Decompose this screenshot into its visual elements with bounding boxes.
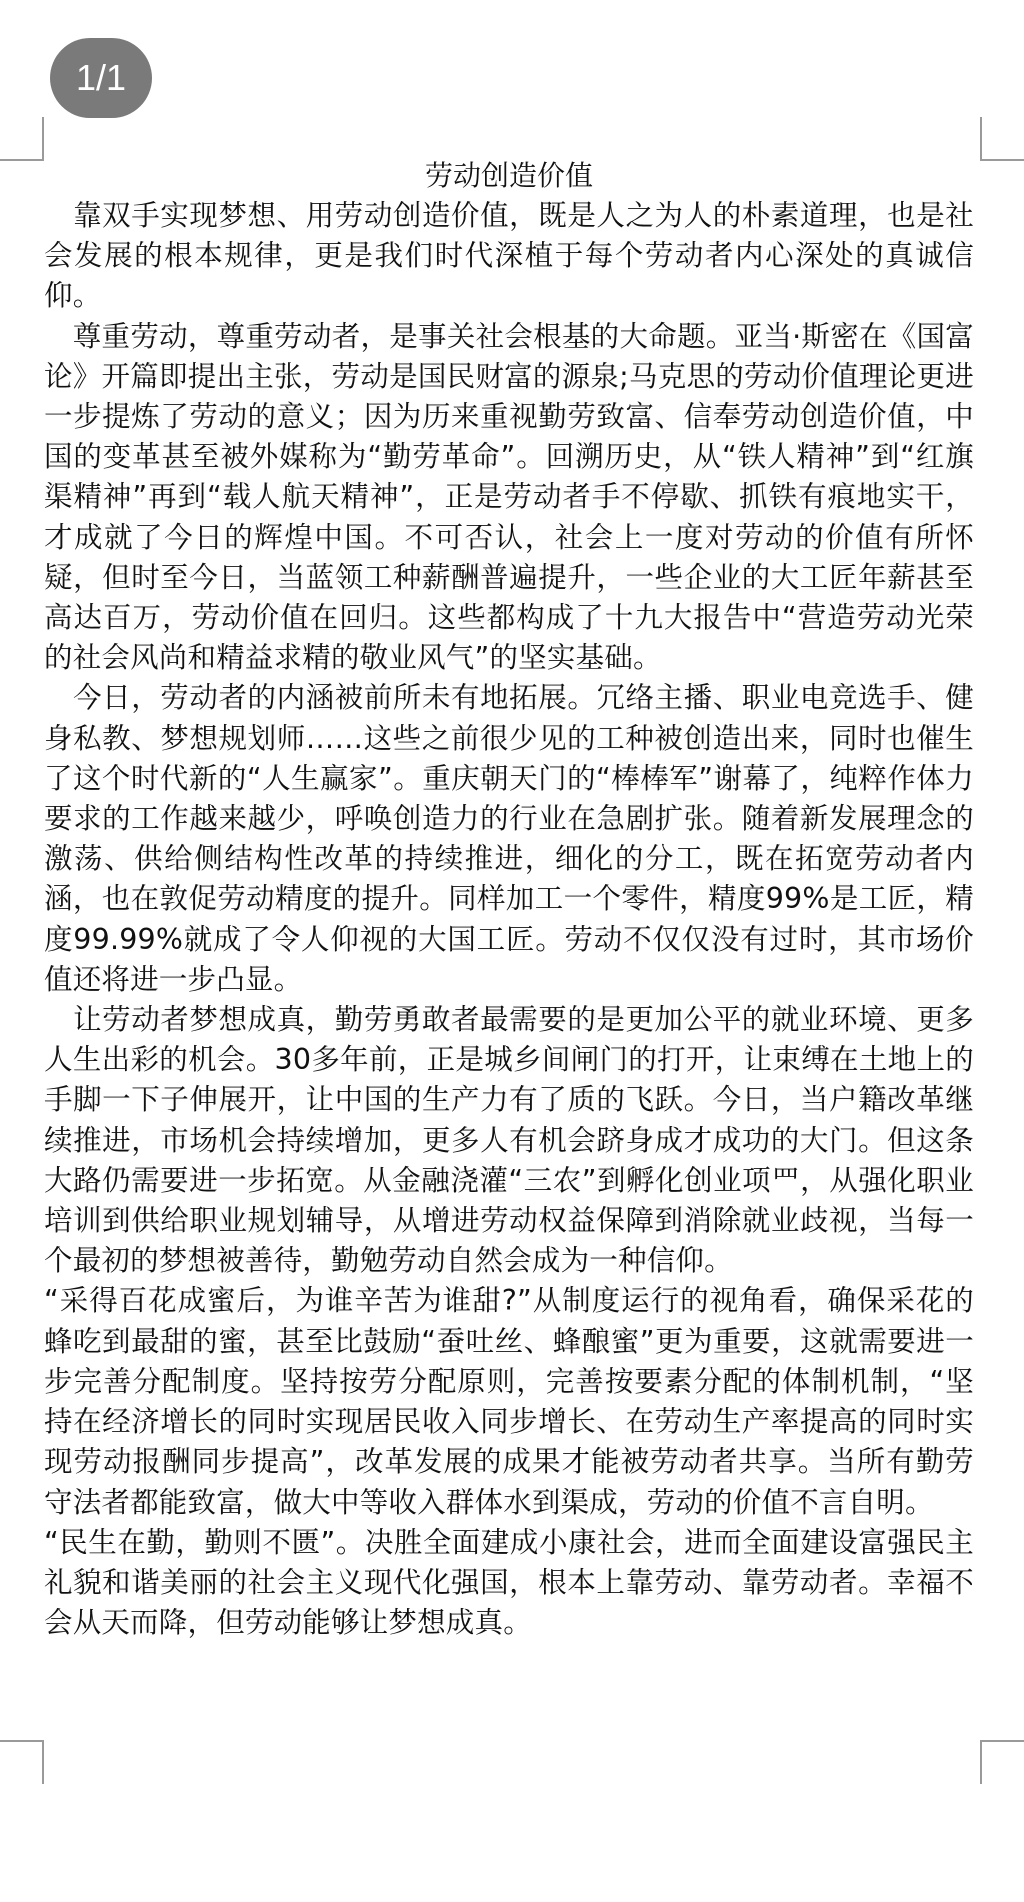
document-body bbox=[44, 156, 974, 1643]
document-title: 劳动创造价值 bbox=[424, 159, 593, 192]
paragraph-1: 靠双手实现梦想、用劳动创造价值，既是人之为人的朴素道理，也是社会发展的根本规律，更是我们时代深植于每个劳动者内心深处的真诚信仰。 bbox=[44, 199, 974, 313]
paragraph-6: “民生在勤，勤则不匮”。决胜全面建成小康社会，进而全面建设富强民主礼貌和谐美丽的社会主义现代化强国，根本上靠劳动、靠劳动者。幸福不会从天而降，但劳动能够让梦想成真。 bbox=[44, 1525, 974, 1640]
page-counter-badge: 1/1 bbox=[50, 38, 152, 118]
paragraph-5: “采得百花成蜜后，为谁辛苦为谁甜?”从制度运行的视角看，确保采花的蜂吃到最甜的蜜，甚至比鼓励“蚕吐丝、蜂酿蜜”更为重要，这就需要进一步完善分配制度。坚持按劳分配原则，完善按要素分配的体制机制，“坚持在经济增长的同时实现居民收入同步增长、在劳动生产率提高的同时实现劳动报酬同步提高”，改革发展的成果才能被劳动者共享。当所有勤劳守法者都能致富，做大中等收入群体水到渠成，劳动的价值不言自明。 bbox=[44, 1284, 974, 1519]
crop-mark-top-right bbox=[980, 117, 1024, 161]
crop-mark-top-left bbox=[0, 117, 44, 161]
paragraph-2: 尊重劳动，尊重劳动者，是事关社会根基的大命题。亚当·斯密在《国富论》开篇即提出主张，劳动是国民财富的源泉;马克思的劳动价值理论更进一步提炼了劳动的意义；因为历来重视勤劳致富、信奉劳动创造价值，中国的变革甚至被外媒称为“勤劳革命”。回溯历史，从“铁人精神”到“红旗渠精神”再到“载人航天精神”，正是劳动者手不停歇、抓铁有痕地实干，才成就了今日的辉煌中国。不可否认，社会上一度对劳动的价值有所怀疑，但时至今日，当蓝领工种薪酬普遍提升，一些企业的大工匠年薪甚至高达百万，劳动价值在回归。这些都构成了十九大报告中“营造劳动光荣的社会风尚和精益求精的敬业风气”的坚实基础。 bbox=[44, 319, 974, 675]
crop-mark-bottom-right bbox=[980, 1740, 1024, 1784]
paragraph-3: 今日，劳动者的内涵被前所未有地拓展。冗络主播、职业电竞选手、健身私教、梦想规划师……这些之前很少见的工种被创造出来，同时也催生了这个时代新的“人生赢家”。重庆朝天门的“棒棒军”谢幕了，纯粹作体力要求的工作越来越少，呼唤创造力的行业在急剧扩张。随着新发展理念的激荡、供给侧结构性改革的持续推进，细化的分工，既在拓宽劳动者内涵，也在敦促劳动精度的提升。同样加工一个零件，精度99%是工匠，精度99.99%就成了令人仰视的大国工匠。劳动不仅仅没有过时，其市场价值还将进一步凸显。 bbox=[44, 681, 974, 996]
crop-mark-bottom-left bbox=[0, 1740, 44, 1784]
paragraph-4: 让劳动者梦想成真，勤劳勇敢者最需要的是更加公平的就业环境、更多人生出彩的机会。30多年前，正是城乡间闸门的打开，让束缚在土地上的手脚一下子伸展开，让中国的生产力有了质的飞跃。今日，当户籍改革继续推进，市场机会持续增加，更多人有机会跻身成才成功的大门。但这条大路仍需要进一步拓宽。从金融浇灌“三农”到孵化创业项罒，从强化职业培训到供给职业规划辅导，从增进劳动权益保障到消除就业歧视，当每一个最初的梦想被善待，勤勉劳动自然会成为一种信仰。 bbox=[44, 1003, 974, 1278]
